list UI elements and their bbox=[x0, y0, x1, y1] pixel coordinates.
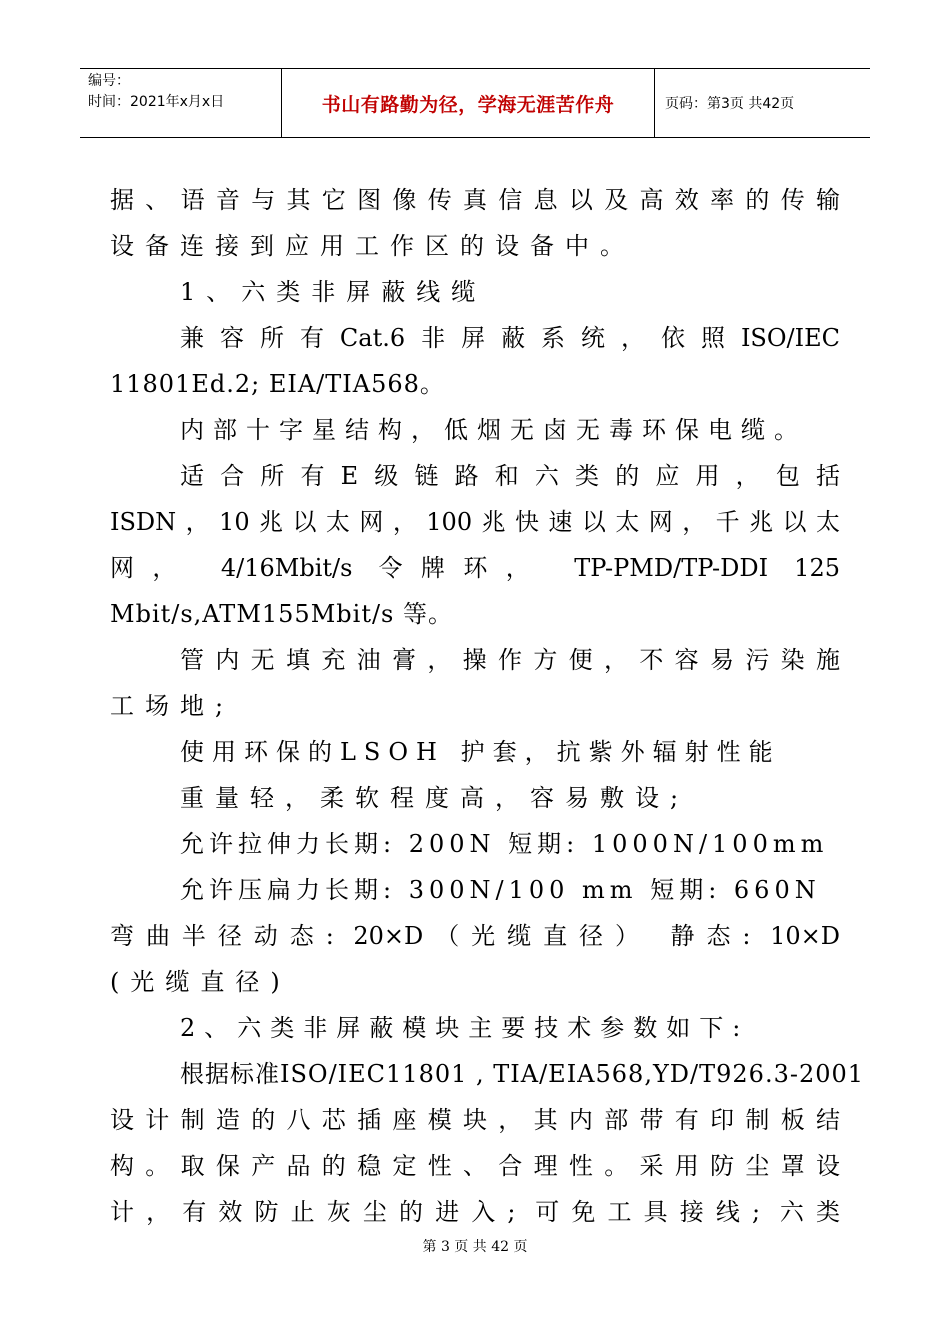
page-header bbox=[80, 68, 870, 138]
text-line: 允许压扁力长期: 300N/100 mm 短期: 660N bbox=[180, 876, 821, 904]
number-label: 编号： bbox=[88, 73, 130, 89]
text-line: 兼容所有Cat.6非屏蔽系统，依照ISO/IEC bbox=[180, 324, 840, 352]
text-line: 构。取保产品的稳定性、合理性。采用防尘罩设 bbox=[110, 1152, 840, 1180]
text-line: 允许拉伸力长期: 200N 短期: 1000N/100mm bbox=[180, 830, 829, 858]
text-line: (光缆直径) bbox=[110, 968, 291, 996]
text-line: 根据标准ISO/IEC11801 , TIA/EIA568,YD/T926.3-2001 bbox=[180, 1060, 865, 1088]
text-line: 设备连接到应用工作区的设备中。 bbox=[110, 232, 635, 260]
text-line: 计，有效防止灰尘的进入; 可免工具接线; 六类 bbox=[110, 1198, 840, 1226]
text-line: 重量轻，柔软程度高，容易敷设; bbox=[180, 784, 690, 812]
date-label: 时间：2021年x月x日 bbox=[88, 94, 225, 110]
text-line: 据、语音与其它图像传真信息以及高效率的传输 bbox=[110, 186, 840, 214]
text-line: ISDN，10兆以太网，100兆快速以太网，千兆以太 bbox=[110, 508, 840, 536]
header-meta bbox=[80, 69, 282, 137]
text-line: 11801Ed.2; EIA/TIA568。 bbox=[110, 370, 445, 398]
text-line: 2、六类非屏蔽模块主要技术参数如下: bbox=[180, 1014, 750, 1042]
text-line: 使用环保的LSOH 护套，抗紫外辐射性能 bbox=[180, 738, 781, 766]
text-line: 管内无填充油膏，操作方便，不容易污染施 bbox=[180, 646, 840, 674]
text-line: 工场地; bbox=[110, 692, 235, 720]
text-line: Mbit/s,ATM155Mbit/s 等。 bbox=[110, 600, 453, 628]
text-line: 1、六类非屏蔽线缆 bbox=[180, 278, 487, 306]
text-line: 弯曲半径动态: 20×D（光缆直径） 静态: 10×D bbox=[110, 922, 840, 950]
header-page-info: 页码：第3页 共42页 bbox=[665, 96, 795, 112]
text-line: 适合所有E级链路和六类的应用，包括 bbox=[180, 462, 840, 490]
page-footer: 第 3 页 共 42 页 bbox=[422, 1239, 528, 1255]
header-motto: 书山有路勤为径，学海无涯苦作舟 bbox=[282, 69, 655, 137]
text-line: 内部十字星结构，低烟无卤无毒环保电缆。 bbox=[180, 416, 807, 444]
text-line: 网， 4/16Mbit/s 令牌环， TP-PMD/TP-DDI 125 bbox=[110, 554, 840, 582]
text-line: 设计制造的八芯插座模块，其内部带有印制板结 bbox=[110, 1106, 840, 1134]
